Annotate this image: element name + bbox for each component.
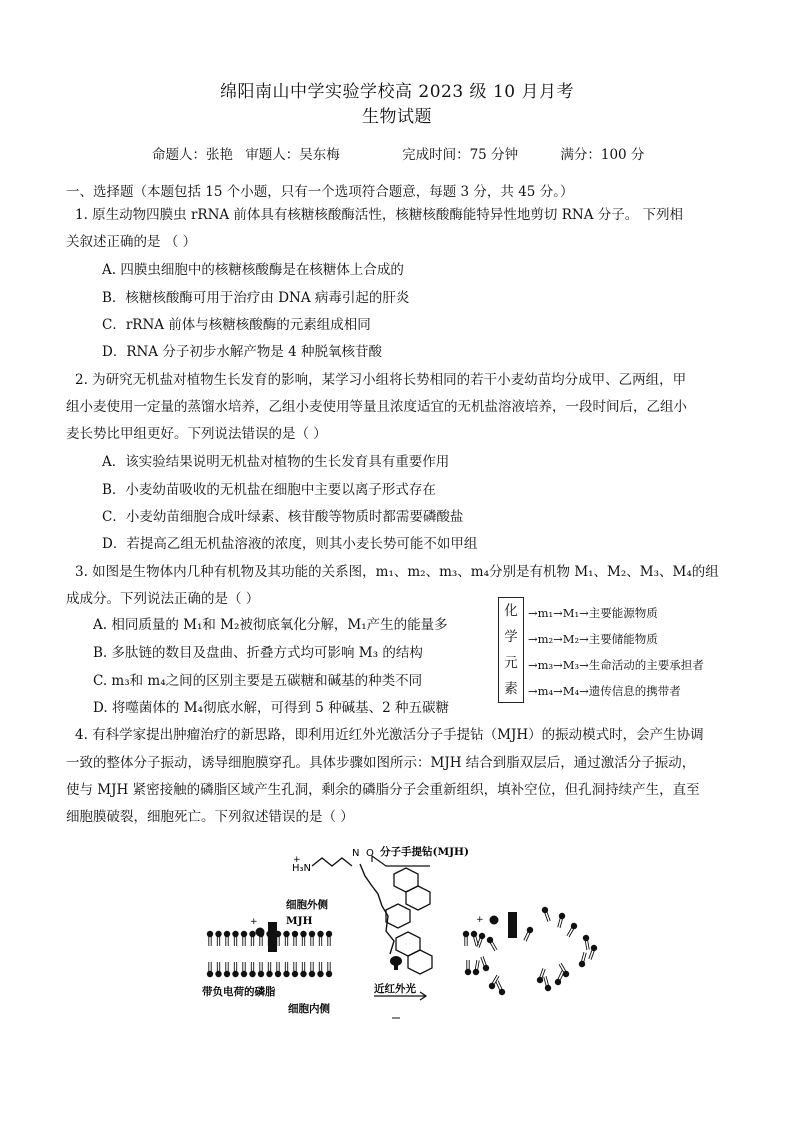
plus-label: + (250, 917, 258, 927)
n-label: N (352, 848, 360, 859)
q1-option-c: C．rRNA 前体与核糖核酸酶的元素组成相同 (102, 317, 371, 333)
outside-label: 细胞外侧 (286, 899, 328, 911)
relation-row: →m₂→M₂→主要储能物质 (528, 632, 658, 646)
phospholipid (472, 960, 481, 976)
q2-option-d: D．若提高乙组无机盐溶液的浓度，则其小麦长势可能不如甲组 (102, 536, 478, 552)
phospholipid (258, 962, 264, 977)
q3-option-c: C. m₃和 m₄之间的区别主要是五碳糖和碱基的种类不同 (93, 673, 423, 689)
box-char: 化 (504, 603, 518, 619)
phospholipid (326, 962, 332, 977)
phospholipid (494, 980, 506, 996)
phospholipid (258, 931, 264, 946)
box-char: 元 (504, 655, 518, 671)
phospholipid (232, 962, 238, 977)
relation-row: →m₁→M₁→主要能源物质 (528, 606, 658, 620)
phospholipid (283, 931, 289, 946)
phospholipid (241, 962, 247, 977)
h3n-label: H₃N (292, 863, 312, 874)
box-char: 学 (504, 629, 518, 645)
o-label: O (366, 848, 374, 859)
ring-5 (408, 950, 432, 974)
phospholipid (232, 931, 238, 946)
phospholipid (479, 956, 490, 972)
q2-stem-line2: 组小麦使用一定量的蒸馏水培养，乙组小麦使用等量且浓度适宜的无机盐溶液培养，一段时间后，乙组小 (66, 399, 687, 415)
box-char: 素 (504, 681, 518, 697)
q1-option-b: B．核糖核酸酶可用于治疗由 DNA 病毒引起的肝炎 (102, 290, 410, 306)
ring-3 (386, 904, 410, 928)
phospholipid (541, 906, 552, 922)
phospholipid (470, 930, 480, 946)
alkyl-chain (312, 858, 352, 866)
q4-stem-line4: 细胞膜破裂，细胞死亡。下列叙述错误的是（ ） (66, 809, 354, 825)
phospholipid (224, 962, 230, 977)
phospholipid (309, 931, 315, 946)
phospholipid (283, 962, 289, 977)
mjh-bar-right (508, 912, 517, 938)
q3-option-b: B. 多肽链的数目及盘曲、折叠方式均可影响 M₃ 的结构 (93, 645, 423, 661)
plus-label: + (476, 915, 484, 925)
phospholipid (486, 936, 499, 952)
phospholipid (215, 931, 221, 946)
q2-option-c: C．小麦幼苗细胞合成叶绿素、核苷酸等物质时都需要磷酸盐 (102, 509, 464, 525)
q1-stem-line1: 1. 原生动物四膜虫 rRNA 前体具有核糖核酸酶活性，核糖核酸酶能特异性地剪切 RNA 分子。 下列相 (75, 207, 684, 223)
q1-option-d: D．RNA 分子初步水解产物是 4 种脱氧核苷酸 (102, 344, 383, 360)
phospholipid (317, 962, 323, 977)
phospholipid (207, 962, 213, 977)
exam-title: 绵阳南山中学实验学校高 2023 级 10 月月考 (219, 82, 574, 102)
phospholipid (224, 931, 230, 946)
chemical-elements-box (498, 597, 524, 703)
inside-label: 细胞内侧 (288, 1003, 330, 1015)
reviewer-text: 审题人：吴东梅 (245, 147, 340, 163)
phospholipid (565, 922, 578, 938)
phospholipid (556, 912, 566, 928)
organic-relations-list (528, 600, 704, 704)
ring-2 (406, 886, 430, 910)
phospholipid (215, 962, 221, 977)
q1-stem-line2: 关叙述正确的是 （ ） (66, 234, 197, 250)
q4-stem-line3: 使与 MJH 紧密接触的磷脂区域产生孔洞，剩余的磷脂分子会重新组织，填补空位，但孔洞持续产生，直至 (66, 782, 700, 798)
phospholipid (578, 952, 588, 968)
phospholipid (309, 962, 315, 977)
q3-option-a: A. 相同质量的 M₁和 M₂被彻底氧化分解，M₁产生的能量多 (93, 617, 448, 633)
phospholipid (522, 926, 534, 942)
light-stem (394, 964, 398, 970)
phospholipid (300, 962, 306, 977)
mjh-title-label: 分子手提钻(MJH) (380, 846, 469, 858)
q3-stem-line2: 成成分。下列说法正确的是（ ） (66, 591, 260, 607)
q4-stem-line2: 一致的整体分子振动，诱导细胞膜穿孔。具体步骤如图所示：MJH 结合到脂双层后，通过激活分子振动， (66, 755, 696, 771)
phospholipid (542, 976, 552, 992)
q2-option-b: B．小麦幼苗吸收的无机盐在细胞中主要以离子形式存在 (102, 482, 436, 498)
light-label: 近红外光 (374, 983, 416, 995)
q2-stem-line1: 2. 为研究无机盐对植物生长发育的影响，某学习小组将长势相同的若干小麦幼苗均分成甲、乙两组，甲 (75, 372, 687, 388)
phospholipid (465, 960, 471, 975)
phospholipid (249, 931, 255, 946)
phospholipid (275, 962, 281, 977)
q1-option-a: A. 四膜虫细胞中的核糖核酸酶是在核糖体上合成的 (102, 262, 404, 278)
q3-option-d: D. 将噬菌体的 M₄彻底水解，可得到 5 种碱基、2 种五碳糖 (93, 700, 450, 716)
phospholipid (292, 931, 298, 946)
q3-stem-line1: 3. 如图是生物体内几种有机物及其功能的关系图，m₁、m₂、m₃、m₄分别是有机物 M₁、M₂、M₃、M₄的组 (75, 564, 719, 580)
relation-row: →m₃→M₃→生命活动的主要承担者 (528, 658, 704, 672)
plus-label: + (293, 855, 301, 865)
phospholipid (463, 931, 469, 946)
section-heading: 一、选择题（本题包括 15 个小题，只有一个选项符合题意，每题 3 分，共 45 分。） (66, 184, 574, 200)
phospholipid (241, 931, 247, 946)
phospholipid (207, 931, 213, 946)
phospholipid (249, 962, 255, 977)
q2-stem-line3: 麦长势比甲组更好。下列说法错误的是（ ） (66, 426, 327, 442)
mjh-head-right (490, 916, 499, 925)
phospholipid (582, 934, 591, 950)
phospholipid (292, 962, 298, 977)
exam-subtitle: 生物试题 (362, 107, 432, 127)
mjh-membrane-figure (190, 836, 610, 1022)
mjh-label: MJH (286, 915, 313, 927)
q2-option-a: A．该实验结果说明无机盐对植物的生长发育具有重要作用 (102, 454, 450, 470)
phospholipid (317, 931, 323, 946)
setter-text: 命题人：张艳 (152, 147, 233, 163)
phospholipid-label: 带负电荷的磷脂 (202, 986, 276, 998)
score-text: 满分：100 分 (560, 147, 645, 163)
exam-meta (152, 143, 652, 163)
q4-stem-line1: 4. 有科学家提出肿瘤治疗的新思路，即利用近红外光激活分子手提钻（MJH）的振动模式时，会产生协调 (75, 727, 704, 743)
relation-row: →m₄→M₄→遗传信息的携带者 (528, 684, 681, 698)
phospholipid (326, 931, 332, 946)
phospholipid (300, 931, 306, 946)
phospholipid (266, 962, 272, 977)
time-text: 完成时间：75 分钟 (402, 147, 519, 163)
